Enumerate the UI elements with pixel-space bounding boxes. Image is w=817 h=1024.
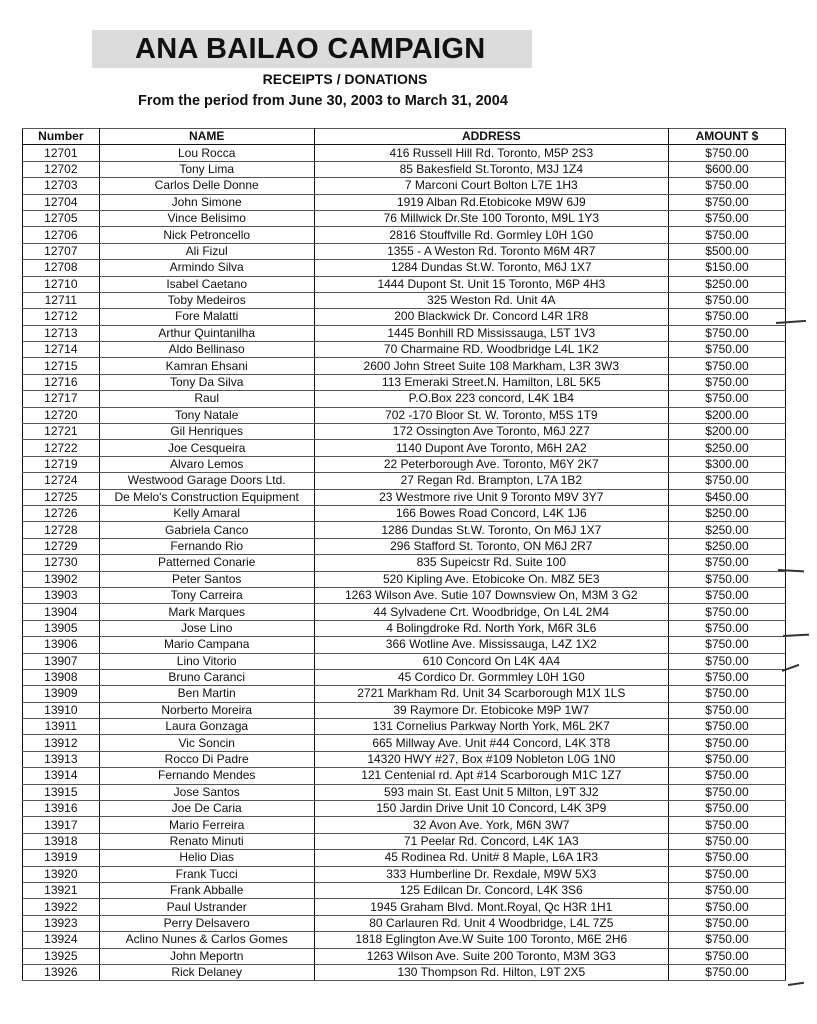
donor-name: Tony Da Silva (99, 374, 314, 390)
table-row (23, 505, 786, 521)
table-row (23, 719, 786, 735)
donor-address: 27 Regan Rd. Brampton, L7A 1B2 (314, 473, 668, 489)
donation-amount: $250.00 (668, 522, 785, 538)
donor-name: Raul (99, 391, 314, 407)
donor-address: 71 Peelar Rd. Concord, L4K 1A3 (314, 833, 668, 849)
donor-name: Fernando Mendes (99, 768, 314, 784)
donation-amount: $150.00 (668, 260, 785, 276)
donor-name: Peter Santos (99, 571, 314, 587)
donor-name: Ali Fizul (99, 243, 314, 259)
donor-address: 131 Cornelius Parkway North York, M6L 2K7 (314, 719, 668, 735)
donor-address: 1140 Dupont Ave Toronto, M6H 2A2 (314, 440, 668, 456)
receipt-number: 12729 (23, 538, 100, 554)
table-row (23, 178, 786, 194)
donor-name: Joe De Caria (99, 801, 314, 817)
donor-name: Frank Abballe (99, 882, 314, 898)
donor-address: 1286 Dundas St.W. Toronto, On M6J 1X7 (314, 522, 668, 538)
donor-name: Aldo Bellinaso (99, 342, 314, 358)
receipt-number: 13926 (23, 964, 100, 980)
donor-name: Laura Gonzaga (99, 719, 314, 735)
receipt-number: 12707 (23, 243, 100, 259)
donor-name: De Melo's Construction Equipment (99, 489, 314, 505)
table-row (23, 440, 786, 456)
donation-amount: $750.00 (668, 850, 785, 866)
receipt-number: 12706 (23, 227, 100, 243)
receipt-number: 12715 (23, 358, 100, 374)
donor-address: 7 Marconi Court Bolton L7E 1H3 (314, 178, 668, 194)
donor-name: Fernando Rio (99, 538, 314, 554)
table-row (23, 309, 786, 325)
column-header-amount: AMOUNT $ (668, 129, 785, 145)
donor-address: 610 Concord On L4K 4A4 (314, 653, 668, 669)
receipt-number: 13908 (23, 669, 100, 685)
receipt-number: 13921 (23, 882, 100, 898)
table-row (23, 817, 786, 833)
table-row (23, 735, 786, 751)
donor-address: 45 Cordico Dr. Gormmley L0H 1G0 (314, 669, 668, 685)
donation-amount: $750.00 (668, 948, 785, 964)
donation-amount: $750.00 (668, 358, 785, 374)
receipt-number: 12730 (23, 555, 100, 571)
donation-amount: $750.00 (668, 866, 785, 882)
handwritten-margin-mark (788, 982, 804, 986)
donation-amount: $750.00 (668, 899, 785, 915)
table-row (23, 801, 786, 817)
donor-address: 130 Thompson Rd. Hilton, L9T 2X5 (314, 964, 668, 980)
donor-name: Ben Martin (99, 686, 314, 702)
receipt-number: 13916 (23, 801, 100, 817)
donation-amount: $750.00 (668, 210, 785, 226)
donor-address: 1818 Eglington Ave.W Suite 100 Toronto, M6E 2H6 (314, 932, 668, 948)
table-row (23, 850, 786, 866)
receipt-number: 13911 (23, 719, 100, 735)
donor-address: 70 Charmaine RD. Woodbridge L4L 1K2 (314, 342, 668, 358)
donation-amount: $750.00 (668, 555, 785, 571)
donation-amount: $750.00 (668, 227, 785, 243)
table-row (23, 325, 786, 341)
donor-address: 416 Russell Hill Rd. Toronto, M5P 2S3 (314, 145, 668, 161)
donor-name: Helio Dias (99, 850, 314, 866)
receipt-number: 13925 (23, 948, 100, 964)
donation-amount: $750.00 (668, 932, 785, 948)
donor-name: Lino Vitorio (99, 653, 314, 669)
table-row (23, 948, 786, 964)
donor-address: 44 Sylvadene Crt. Woodbridge, On L4L 2M4 (314, 604, 668, 620)
donor-address: 125 Edilcan Dr. Concord, L4K 3S6 (314, 882, 668, 898)
donation-amount: $750.00 (668, 669, 785, 685)
donor-address: 39 Raymore Dr. Etobicoke M9P 1W7 (314, 702, 668, 718)
donor-address: 32 Avon Ave. York, M6N 3W7 (314, 817, 668, 833)
donor-address: 296 Stafford St. Toronto, ON M6J 2R7 (314, 538, 668, 554)
donation-amount: $750.00 (668, 145, 785, 161)
table-row (23, 669, 786, 685)
donor-name: Mark Marques (99, 604, 314, 620)
donation-amount: $750.00 (668, 735, 785, 751)
donor-name: Carlos Delle Donne (99, 178, 314, 194)
donor-address: P.O.Box 223 concord, L4K 1B4 (314, 391, 668, 407)
table-row (23, 522, 786, 538)
donor-address: 22 Peterborough Ave. Toronto, M6Y 2K7 (314, 456, 668, 472)
donor-name: Kamran Ehsani (99, 358, 314, 374)
receipt-number: 13903 (23, 587, 100, 603)
donor-address: 366 Wotline Ave. Mississauga, L4Z 1X2 (314, 637, 668, 653)
table-row (23, 686, 786, 702)
table-row (23, 784, 786, 800)
donor-name: Vic Soncin (99, 735, 314, 751)
donor-name: Frank Tucci (99, 866, 314, 882)
donation-amount: $750.00 (668, 719, 785, 735)
donor-name: Fore Malatti (99, 309, 314, 325)
donor-name: Nick Petroncello (99, 227, 314, 243)
donation-amount: $750.00 (668, 882, 785, 898)
reporting-period: From the period from June 30, 2003 to March 31, 2004 (138, 93, 508, 109)
donor-address: 1444 Dupont St. Unit 15 Toronto, M6P 4H3 (314, 276, 668, 292)
table-row (23, 555, 786, 571)
donor-address: 150 Jardin Drive Unit 10 Concord, L4K 3P9 (314, 801, 668, 817)
receipt-number: 12702 (23, 161, 100, 177)
donor-address: 4 Bolingdroke Rd. North York, M6R 3L6 (314, 620, 668, 636)
donation-amount: $750.00 (668, 801, 785, 817)
donation-amount: $750.00 (668, 374, 785, 390)
donor-name: Gabriela Canco (99, 522, 314, 538)
receipt-number: 13905 (23, 620, 100, 636)
receipt-number: 12724 (23, 473, 100, 489)
receipt-number: 12714 (23, 342, 100, 358)
donor-name: John Simone (99, 194, 314, 210)
donor-address: 702 -170 Bloor St. W. Toronto, M5S 1T9 (314, 407, 668, 423)
donor-address: 76 Millwick Dr.Ste 100 Toronto, M9L 1Y3 (314, 210, 668, 226)
table-row (23, 653, 786, 669)
receipt-number: 12713 (23, 325, 100, 341)
receipt-number: 13915 (23, 784, 100, 800)
donor-address: 200 Blackwick Dr. Concord L4R 1R8 (314, 309, 668, 325)
receipt-number: 12711 (23, 292, 100, 308)
donor-address: 593 main St. East Unit 5 Milton, L9T 3J2 (314, 784, 668, 800)
donor-name: Arthur Quintanilha (99, 325, 314, 341)
donor-address: 665 Millway Ave. Unit #44 Concord, L4K 3T8 (314, 735, 668, 751)
donor-address: 520 Kipling Ave. Etobicoke On. M8Z 5E3 (314, 571, 668, 587)
donor-name: Gil Henriques (99, 424, 314, 440)
donation-amount: $200.00 (668, 407, 785, 423)
donor-address: 14320 HWY #27, Box #109 Nobleton L0G 1N0 (314, 751, 668, 767)
table-row (23, 571, 786, 587)
donor-name: Perry Delsavero (99, 915, 314, 931)
donation-amount: $750.00 (668, 817, 785, 833)
table-row (23, 604, 786, 620)
table-row (23, 210, 786, 226)
receipt-number: 13909 (23, 686, 100, 702)
column-header-address: ADDRESS (314, 129, 668, 145)
receipt-number: 12701 (23, 145, 100, 161)
table-row (23, 866, 786, 882)
donation-amount: $250.00 (668, 276, 785, 292)
donor-name: Tony Carreira (99, 587, 314, 603)
donation-amount: $250.00 (668, 440, 785, 456)
donor-address: 80 Carlauren Rd. Unit 4 Woodbridge, L4L 7Z5 (314, 915, 668, 931)
donor-name: John Meportn (99, 948, 314, 964)
donor-address: 166 Bowes Road Concord, L4K 1J6 (314, 505, 668, 521)
receipt-number: 13907 (23, 653, 100, 669)
table-row (23, 243, 786, 259)
table-row (23, 833, 786, 849)
donor-address: 1919 Alban Rd.Etobicoke M9W 6J9 (314, 194, 668, 210)
donation-amount: $750.00 (668, 178, 785, 194)
handwritten-margin-mark (783, 634, 809, 637)
table-row (23, 391, 786, 407)
donor-address: 113 Emeraki Street.N. Hamilton, L8L 5K5 (314, 374, 668, 390)
donor-name: Alvaro Lemos (99, 456, 314, 472)
table-row (23, 227, 786, 243)
receipt-number: 13914 (23, 768, 100, 784)
receipt-number: 12716 (23, 374, 100, 390)
receipt-number: 12726 (23, 505, 100, 521)
table-row (23, 473, 786, 489)
receipt-number: 13924 (23, 932, 100, 948)
donation-amount: $750.00 (668, 702, 785, 718)
table-row (23, 964, 786, 980)
receipt-number: 13922 (23, 899, 100, 915)
donation-amount: $750.00 (668, 391, 785, 407)
table-row (23, 489, 786, 505)
table-row (23, 899, 786, 915)
receipt-number: 12710 (23, 276, 100, 292)
table-row (23, 587, 786, 603)
table-row (23, 768, 786, 784)
receipt-number: 12719 (23, 456, 100, 472)
donations-table (22, 128, 786, 981)
donor-name: Tony Lima (99, 161, 314, 177)
table-row (23, 292, 786, 308)
donor-name: Lou Rocca (99, 145, 314, 161)
table-row (23, 538, 786, 554)
receipt-number: 12722 (23, 440, 100, 456)
donor-name: Armindo Silva (99, 260, 314, 276)
receipt-number: 13904 (23, 604, 100, 620)
donation-amount: $750.00 (668, 784, 785, 800)
donor-address: 325 Weston Rd. Unit 4A (314, 292, 668, 308)
donor-name: Patterned Conarie (99, 555, 314, 571)
donation-amount: $750.00 (668, 653, 785, 669)
donor-address: 1284 Dundas St.W. Toronto, M6J 1X7 (314, 260, 668, 276)
donation-amount: $600.00 (668, 161, 785, 177)
donation-amount: $750.00 (668, 473, 785, 489)
table-row (23, 145, 786, 161)
donor-name: Paul Ustrander (99, 899, 314, 915)
table-row (23, 342, 786, 358)
donor-name: Rocco Di Padre (99, 751, 314, 767)
receipt-number: 12704 (23, 194, 100, 210)
table-row (23, 637, 786, 653)
donor-name: Isabel Caetano (99, 276, 314, 292)
donor-address: 2721 Markham Rd. Unit 34 Scarborough M1X 1LS (314, 686, 668, 702)
donor-name: Jose Santos (99, 784, 314, 800)
donor-name: Mario Ferreira (99, 817, 314, 833)
receipt-number: 13913 (23, 751, 100, 767)
donor-address: 2600 John Street Suite 108 Markham, L3R 3W3 (314, 358, 668, 374)
table-row (23, 915, 786, 931)
receipt-number: 13910 (23, 702, 100, 718)
donation-amount: $750.00 (668, 292, 785, 308)
table-row (23, 932, 786, 948)
donation-amount: $750.00 (668, 587, 785, 603)
donation-amount: $750.00 (668, 309, 785, 325)
document-title: ANA BAILAO CAMPAIGN (135, 33, 486, 65)
receipt-number: 12720 (23, 407, 100, 423)
table-row (23, 358, 786, 374)
receipt-number: 12712 (23, 309, 100, 325)
donation-amount: $750.00 (668, 751, 785, 767)
receipt-number: 12721 (23, 424, 100, 440)
donor-name: Mario Campana (99, 637, 314, 653)
table-row (23, 882, 786, 898)
table-row (23, 424, 786, 440)
donor-address: 835 Supeicstr Rd. Suite 100 (314, 555, 668, 571)
table-row (23, 374, 786, 390)
receipt-number: 12705 (23, 210, 100, 226)
donor-name: Norberto Moreira (99, 702, 314, 718)
table-row (23, 407, 786, 423)
receipt-number: 13919 (23, 850, 100, 866)
column-header-name: NAME (99, 129, 314, 145)
donor-address: 172 Ossington Ave Toronto, M6J 2Z7 (314, 424, 668, 440)
donation-amount: $500.00 (668, 243, 785, 259)
donor-name: Bruno Caranci (99, 669, 314, 685)
donation-amount: $750.00 (668, 637, 785, 653)
donor-address: 45 Rodinea Rd. Unit# 8 Maple, L6A 1R3 (314, 850, 668, 866)
receipt-number: 12703 (23, 178, 100, 194)
donation-amount: $750.00 (668, 620, 785, 636)
donation-amount: $200.00 (668, 424, 785, 440)
receipt-number: 13917 (23, 817, 100, 833)
donor-name: Joe Cesqueira (99, 440, 314, 456)
donation-amount: $750.00 (668, 915, 785, 931)
donor-address: 1445 Bonhill RD Mississauga, L5T 1V3 (314, 325, 668, 341)
donation-amount: $750.00 (668, 325, 785, 341)
receipt-number: 13906 (23, 637, 100, 653)
donor-address: 2816 Stouffville Rd. Gormley L0H 1G0 (314, 227, 668, 243)
donation-amount: $250.00 (668, 538, 785, 554)
column-header-number: Number (23, 129, 100, 145)
donation-amount: $450.00 (668, 489, 785, 505)
table-row (23, 260, 786, 276)
donor-name: Rick Delaney (99, 964, 314, 980)
donation-amount: $750.00 (668, 964, 785, 980)
donor-name: Jose Lino (99, 620, 314, 636)
table-body (23, 145, 786, 981)
donation-amount: $750.00 (668, 833, 785, 849)
donor-name: Tony Natale (99, 407, 314, 423)
table-row (23, 194, 786, 210)
donation-amount: $750.00 (668, 571, 785, 587)
donation-amount: $750.00 (668, 768, 785, 784)
table-row (23, 456, 786, 472)
receipt-number: 13918 (23, 833, 100, 849)
donor-name: Toby Medeiros (99, 292, 314, 308)
donor-address: 1355 - A Weston Rd. Toronto M6M 4R7 (314, 243, 668, 259)
donation-amount: $750.00 (668, 604, 785, 620)
donor-name: Aclino Nunes & Carlos Gomes (99, 932, 314, 948)
donor-name: Vince Belisimo (99, 210, 314, 226)
donor-address: 333 Humberline Dr. Rexdale, M9W 5X3 (314, 866, 668, 882)
table-row (23, 620, 786, 636)
donation-amount: $750.00 (668, 342, 785, 358)
receipt-number: 13912 (23, 735, 100, 751)
receipt-number: 13920 (23, 866, 100, 882)
donor-name: Westwood Garage Doors Ltd. (99, 473, 314, 489)
receipt-number: 13923 (23, 915, 100, 931)
donor-address: 23 Westmore rive Unit 9 Toronto M9V 3Y7 (314, 489, 668, 505)
donation-amount: $750.00 (668, 686, 785, 702)
receipt-number: 12728 (23, 522, 100, 538)
donor-name: Renato Minuti (99, 833, 314, 849)
table-row (23, 702, 786, 718)
receipt-number: 12725 (23, 489, 100, 505)
donation-amount: $750.00 (668, 194, 785, 210)
receipt-number: 12717 (23, 391, 100, 407)
document-subtitle: RECEIPTS / DONATIONS (262, 71, 428, 87)
table-row (23, 161, 786, 177)
table-row (23, 751, 786, 767)
receipt-number: 12708 (23, 260, 100, 276)
donor-address: 1945 Graham Blvd. Mont.Royal, Qc H3R 1H1 (314, 899, 668, 915)
donor-name: Kelly Amaral (99, 505, 314, 521)
donor-address: 1263 Wilson Ave. Suite 200 Toronto, M3M 3G3 (314, 948, 668, 964)
donation-amount: $300.00 (668, 456, 785, 472)
donor-address: 85 Bakesfield St.Toronto, M3J 1Z4 (314, 161, 668, 177)
donation-amount: $250.00 (668, 505, 785, 521)
donor-address: 1263 Wilson Ave. Sutie 107 Downsview On, M3M 3 G2 (314, 587, 668, 603)
receipt-number: 13902 (23, 571, 100, 587)
table-header-row (23, 129, 786, 145)
donor-address: 121 Centenial rd. Apt #14 Scarborough M1C 1Z7 (314, 768, 668, 784)
table-row (23, 276, 786, 292)
